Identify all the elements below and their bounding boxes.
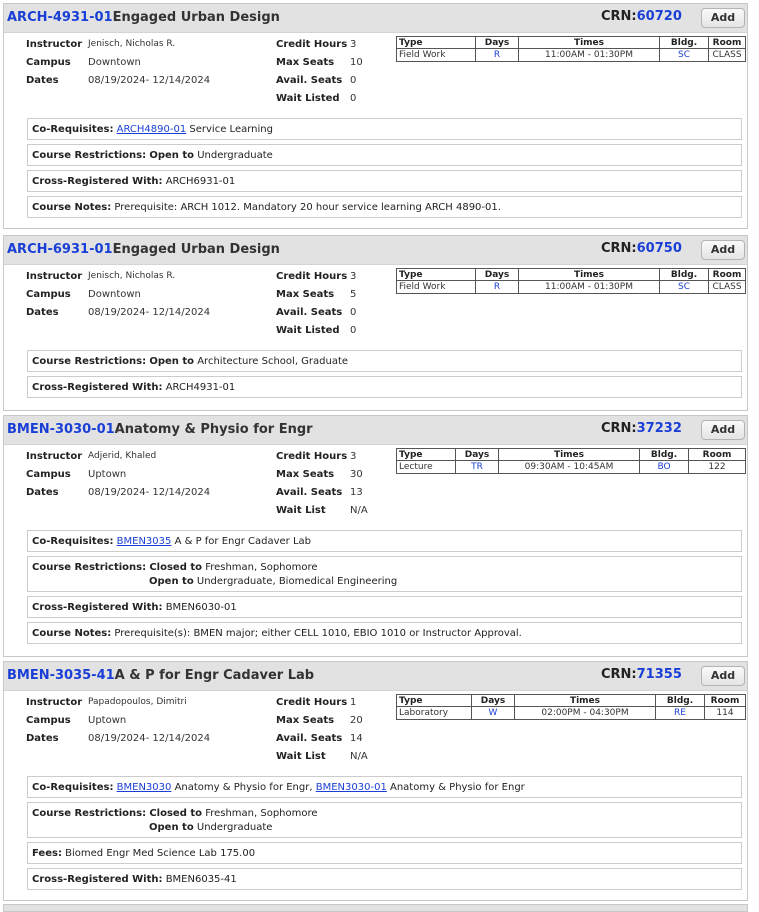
add-button[interactable]: Add [701, 8, 745, 28]
times-header: Times [519, 269, 660, 281]
bldg-header: Bldg. [640, 449, 689, 461]
dates-value: 08/19/2024- 12/14/2024 [88, 487, 211, 498]
schedule-row [397, 707, 746, 720]
credit-hours-value: 3 [350, 39, 357, 50]
type-header: Type [397, 269, 476, 281]
open-to-value: Undergraduate [197, 150, 273, 161]
course-restrictions-box: Course Restrictions: Closed to Freshman, Sophomore Open to Undergraduate, Biomedical Engineering [27, 556, 742, 592]
course-header [4, 4, 747, 33]
wait-list-value: N/A [350, 505, 368, 516]
add-button[interactable]: Add [701, 666, 745, 686]
times-cell: 02:00PM - 04:30PM [515, 707, 656, 720]
type-cell: Laboratory [397, 707, 472, 720]
coreq-link-1[interactable]: BMEN3030 [116, 782, 172, 793]
cross-registered-box: Cross-Registered With: ARCH4931-01 [27, 376, 742, 398]
room-cell: CLASS [709, 49, 746, 62]
credit-hours-value: 3 [350, 451, 357, 462]
schedule-header-row [397, 269, 746, 281]
fees-box: Fees: Biomed Engr Med Science Lab 175.00 [27, 842, 742, 864]
days-cell: R [476, 49, 519, 62]
room-header: Room [689, 449, 746, 461]
course-notes-value: Prerequisite: ARCH 1012. Mandatory 20 hour service learning ARCH 4890-01. [114, 202, 501, 213]
type-header: Type [397, 449, 456, 461]
cross-registered-box: Cross-Registered With: BMEN6035-41 [27, 868, 742, 890]
instructor-label: Instructor [26, 697, 83, 708]
schedule-header-row [397, 449, 746, 461]
instructor-value: Jenisch, Nicholas R. [88, 39, 176, 49]
course-restrictions-box: Course Restrictions: Open to Undergraduate [27, 144, 742, 166]
cross-registered-value: ARCH6931-01 [165, 176, 236, 187]
wait-listed-label: Wait Listed [276, 325, 340, 336]
credit-hours-label: Credit Hours [276, 271, 348, 282]
co-requisites-box: Co-Requisites: ARCH4890-01 Service Learning [27, 118, 742, 140]
wait-list-value: N/A [350, 751, 368, 762]
schedule-header-row [397, 695, 746, 707]
days-cell: R [476, 281, 519, 294]
cross-registered-value: BMEN6035-41 [165, 874, 237, 885]
wait-list-label: Wait List [276, 505, 326, 516]
crn-number[interactable]: 37232 [636, 421, 682, 436]
instructor-value: Adjerid, Khaled [88, 451, 157, 461]
course-code-link[interactable]: BMEN-3035-41A & P for Engr Cadaver Lab [7, 668, 315, 683]
days-cell: TR [456, 461, 499, 474]
max-seats-label: Max Seats [276, 469, 335, 480]
max-seats-value: 30 [350, 469, 363, 480]
fees-value: Biomed Engr Med Science Lab 175.00 [65, 848, 256, 859]
type-cell: Lecture [397, 461, 456, 474]
schedule-table [396, 694, 746, 720]
schedule-table [396, 36, 746, 62]
course-header [4, 236, 747, 265]
days-cell: W [472, 707, 515, 720]
room-cell: 114 [705, 707, 746, 720]
course-title: Engaged Urban Design [112, 10, 280, 25]
open-to-value: Architecture School, Graduate [197, 356, 349, 367]
max-seats-label: Max Seats [276, 289, 335, 300]
coreq-title: Service Learning [189, 124, 273, 135]
instructor-value: Papadopoulos, Dimitri [88, 697, 187, 707]
crn-number[interactable]: 71355 [636, 667, 682, 682]
avail-seats-value: 0 [350, 307, 357, 318]
times-cell: 11:00AM - 01:30PM [519, 49, 660, 62]
avail-seats-value: 0 [350, 75, 357, 86]
days-header: Days [456, 449, 499, 461]
room-header: Room [709, 269, 746, 281]
bldg-header: Bldg. [656, 695, 705, 707]
crn-label: CRN:60720 [601, 9, 682, 24]
times-cell: 11:00AM - 01:30PM [519, 281, 660, 294]
coreq-title-2: Anatomy & Physio for Engr [390, 782, 525, 793]
type-header: Type [397, 695, 472, 707]
instructor-label: Instructor [26, 451, 83, 462]
max-seats-value: 5 [350, 289, 357, 300]
bldg-link[interactable]: BO [640, 461, 689, 474]
max-seats-value: 20 [350, 715, 363, 726]
dates-value: 08/19/2024- 12/14/2024 [88, 733, 211, 744]
instructor-label: Instructor [26, 271, 83, 282]
type-cell: Field Work [397, 281, 476, 294]
course-card-arch-4931-01 [3, 3, 748, 229]
co-requisites-box: Co-Requisites: BMEN3030 Anatomy & Physio for Engr, BMEN3030-01 Anatomy & Physio for Engr [27, 776, 742, 798]
crn-number[interactable]: 60720 [636, 9, 682, 24]
bldg-link[interactable]: SC [660, 281, 709, 294]
course-header [4, 662, 747, 691]
open-to-value: Undergraduate, Biomedical Engineering [196, 576, 398, 587]
add-button[interactable]: Add [701, 420, 745, 440]
dates-label: Dates [26, 733, 59, 744]
credit-hours-label: Credit Hours [276, 451, 348, 462]
wait-listed-value: 0 [350, 93, 357, 104]
credit-hours-value: 3 [350, 271, 357, 282]
bldg-link[interactable]: SC [660, 49, 709, 62]
instructor-value: Jenisch, Nicholas R. [88, 271, 176, 281]
course-code-link[interactable]: BMEN-3030-01Anatomy & Physio for Engr [7, 422, 313, 437]
course-notes-value: Prerequisite(s): BMEN major; either CELL 1010, EBIO 1010 or Instructor Approval. [114, 628, 522, 639]
coreq-link[interactable]: ARCH4890-01 [116, 124, 187, 135]
credit-hours-label: Credit Hours [276, 697, 348, 708]
closed-to-value: Freshman, Sophomore [205, 562, 318, 573]
avail-seats-label: Avail. Seats [276, 75, 343, 86]
credit-hours-label: Credit Hours [276, 39, 348, 50]
max-seats-label: Max Seats [276, 57, 335, 68]
schedule-row [397, 49, 746, 62]
course-title: Engaged Urban Design [112, 242, 280, 257]
dates-value: 08/19/2024- 12/14/2024 [88, 307, 211, 318]
dates-value: 08/19/2024- 12/14/2024 [88, 75, 211, 86]
times-header: Times [519, 37, 660, 49]
times-header: Times [499, 449, 640, 461]
days-header: Days [476, 269, 519, 281]
course-title: Anatomy & Physio for Engr [114, 422, 313, 437]
closed-to-value: Freshman, Sophomore [205, 808, 318, 819]
course-restrictions-box: Course Restrictions: Open to Architecture School, Graduate [27, 350, 742, 372]
bldg-header: Bldg. [660, 269, 709, 281]
cross-registered-box: Cross-Registered With: BMEN6030-01 [27, 596, 742, 618]
type-cell: Field Work [397, 49, 476, 62]
times-cell: 09:30AM - 10:45AM [499, 461, 640, 474]
coreq-title: A & P for Engr Cadaver Lab [174, 536, 311, 547]
wait-listed-value: 0 [350, 325, 357, 336]
campus-label: Campus [26, 289, 71, 300]
avail-seats-value: 13 [350, 487, 363, 498]
course-title: A & P for Engr Cadaver Lab [114, 668, 315, 683]
type-header: Type [397, 37, 476, 49]
campus-label: Campus [26, 469, 71, 480]
avail-seats-label: Avail. Seats [276, 487, 343, 498]
open-to-value: Undergraduate [196, 822, 273, 833]
course-card-bmen-3030-01 [3, 415, 748, 657]
days-header: Days [476, 37, 519, 49]
dates-label: Dates [26, 307, 59, 318]
cross-registered-value: ARCH4931-01 [165, 382, 236, 393]
schedule-header-row [397, 37, 746, 49]
crn-label: CRN:71355 [601, 667, 682, 682]
times-header: Times [515, 695, 656, 707]
course-card-bmen-3035-41 [3, 661, 748, 901]
next-course-header-edge [3, 904, 748, 912]
campus-value: Downtown [88, 57, 141, 68]
max-seats-label: Max Seats [276, 715, 335, 726]
bldg-header: Bldg. [660, 37, 709, 49]
campus-value: Downtown [88, 289, 141, 300]
coreq-link-2[interactable]: BMEN3030-01 [315, 782, 387, 793]
days-header: Days [472, 695, 515, 707]
campus-value: Uptown [88, 715, 127, 726]
instructor-label: Instructor [26, 39, 83, 50]
course-card-arch-6931-01 [3, 235, 748, 411]
room-header: Room [705, 695, 746, 707]
room-cell: CLASS [709, 281, 746, 294]
avail-seats-value: 14 [350, 733, 363, 744]
schedule-table [396, 448, 746, 474]
co-requisites-box: Co-Requisites: BMEN3035 A & P for Engr Cadaver Lab [27, 530, 742, 552]
room-cell: 122 [689, 461, 746, 474]
bldg-link[interactable]: RE [656, 707, 705, 720]
wait-list-label: Wait List [276, 751, 326, 762]
dates-label: Dates [26, 75, 59, 86]
course-notes-box: Course Notes: Prerequisite: ARCH 1012. Mandatory 20 hour service learning ARCH 4890-01. [27, 196, 742, 218]
cross-registered-box: Cross-Registered With: ARCH6931-01 [27, 170, 742, 192]
max-seats-value: 10 [350, 57, 363, 68]
course-code-link[interactable]: ARCH-4931-01Engaged Urban Design [7, 10, 280, 25]
campus-label: Campus [26, 715, 71, 726]
campus-value: Uptown [88, 469, 127, 480]
course-code-link[interactable]: ARCH-6931-01Engaged Urban Design [7, 242, 280, 257]
campus-label: Campus [26, 57, 71, 68]
schedule-table [396, 268, 746, 294]
crn-label: CRN:60750 [601, 241, 682, 256]
room-header: Room [709, 37, 746, 49]
credit-hours-value: 1 [350, 697, 357, 708]
schedule-row [397, 281, 746, 294]
crn-label: CRN:37232 [601, 421, 682, 436]
avail-seats-label: Avail. Seats [276, 307, 343, 318]
course-notes-box: Course Notes: Prerequisite(s): BMEN major; either CELL 1010, EBIO 1010 or Instructor Approval. [27, 622, 742, 644]
add-button[interactable]: Add [701, 240, 745, 260]
crn-number[interactable]: 60750 [636, 241, 682, 256]
cross-registered-value: BMEN6030-01 [165, 602, 237, 613]
coreq-title-1: Anatomy & Physio for Engr, [174, 782, 313, 793]
avail-seats-label: Avail. Seats [276, 733, 343, 744]
dates-label: Dates [26, 487, 59, 498]
coreq-link[interactable]: BMEN3035 [116, 536, 172, 547]
schedule-row [397, 461, 746, 474]
course-restrictions-box: Course Restrictions: Closed to Freshman, Sophomore Open to Undergraduate [27, 802, 742, 838]
course-header [4, 416, 747, 445]
wait-listed-label: Wait Listed [276, 93, 340, 104]
